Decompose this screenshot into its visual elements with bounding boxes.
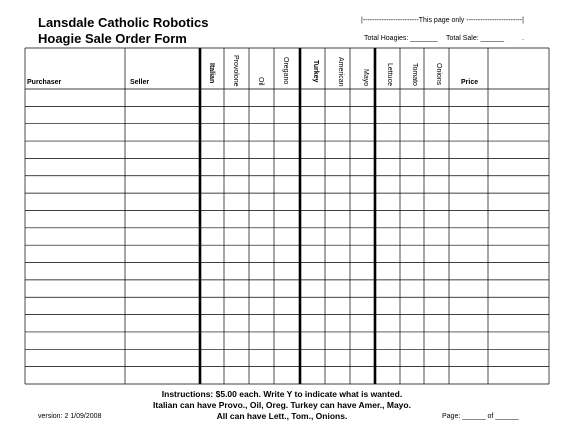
col-header-provolone: Provolone	[232, 55, 239, 87]
total-sale-label: Total Sale: ______	[446, 35, 504, 42]
col-header-onions: Onions	[435, 63, 442, 86]
col-header-turkey: Turkey	[312, 60, 319, 83]
instructions-line1: Instructions: $5.00 each. Write Y to indicate what is wanted.	[161, 389, 403, 399]
col-header-price: Price	[461, 79, 479, 86]
col-header-mayo: Mayo	[362, 69, 369, 87]
col-header-oregano: Oregano	[282, 57, 289, 85]
version-label: version: 2 1/09/2008	[38, 413, 102, 420]
col-header-american: American	[337, 57, 344, 87]
col-header-italian: Italian	[208, 63, 215, 84]
form-title-line2: Hoagie Sale Order Form	[38, 31, 187, 46]
total-hoagies-label: Total Hoagies: _______	[364, 35, 438, 42]
col-header-oil: Oil	[257, 77, 264, 86]
form-title-line1: Lansdale Catholic Robotics	[38, 15, 209, 30]
page-only-label: |------------------------This page only ------------------------|	[361, 17, 524, 24]
instructions-line3: All can have Lett., Tom., Onions.	[216, 411, 348, 421]
col-header-tomato: Tomato	[411, 63, 418, 86]
trailing-dot: .	[522, 35, 524, 42]
instructions-line2: Italian can have Provo., Oil, Oreg. Turkey can have Amer., Mayo.	[153, 400, 411, 410]
col-header-seller: Seller	[130, 79, 150, 86]
col-header-purchaser: Purchaser	[27, 79, 62, 86]
col-header-lettuce: Lettuce	[386, 63, 393, 86]
page-number-label: Page: ______ of ______	[442, 413, 519, 420]
